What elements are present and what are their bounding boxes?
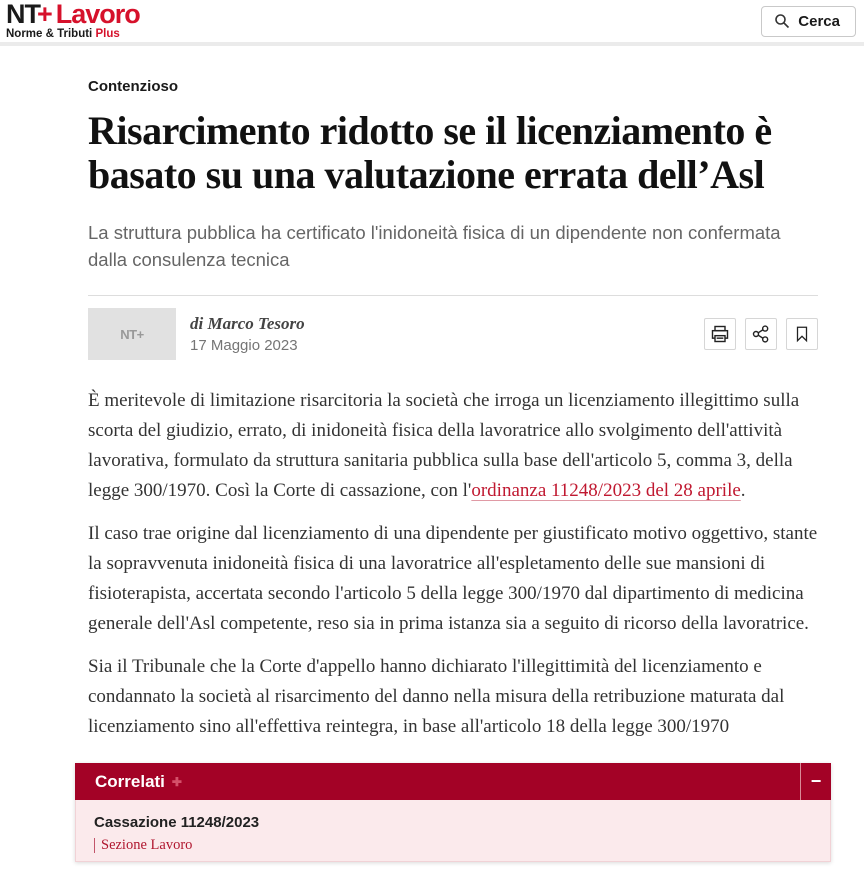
category-label[interactable]: Contenzioso (88, 78, 178, 95)
author-thumbnail (88, 308, 176, 360)
print-icon (710, 324, 730, 344)
correlati-section-link[interactable]: Sezione Lavoro (101, 837, 193, 853)
byline-text (190, 314, 704, 354)
logo-tagline-text: Norme & Tributi (6, 28, 93, 41)
search-icon (774, 13, 790, 29)
article-title: Risarcimento ridotto se il licenziamento è basato su una valutazione errata dell’Asl (88, 108, 772, 197)
site-header (0, 0, 864, 46)
plus-icon: ✚ (171, 774, 182, 789)
paragraph-1 (88, 386, 818, 506)
share-icon (751, 324, 771, 344)
share-button[interactable] (745, 318, 777, 350)
paragraph-3: Sia il Tribunale che la Corte d'appello hanno dichiarato l'illegittimità del licenziamento e condannato la società al risarcimento del danno nella misura della retribuzione maturata dal licenziamento sino all'effettiva reintegra, in base all'articolo 18 della legge 300/1970 (88, 656, 785, 737)
correlati-item-link[interactable]: Cassazione 11248/2023 (94, 814, 260, 831)
logo-nt: NT (6, 0, 40, 30)
search-button[interactable] (761, 6, 856, 37)
bookmark-button[interactable] (786, 318, 818, 350)
article-subtitle: La struttura pubblica ha certificato l'inidoneità fisica di un dipendente non confermata dalla consulenza tecnica (88, 222, 781, 270)
article-actions (704, 318, 818, 350)
paragraph-2: Il caso trae origine dal licenziamento di una dipendente per giustificato motivo oggettivo, stante la sopravvenuta inidoneità fisica di una lavoratrice all'espletamento delle sue mansioni di fisioterapista, accertata secondo l'articolo 5 della legge 300/1970 dal dipartimento di medicina generale dell'Asl competente, reso sia in prima istanza sia a seguito di ricorso della lavoratrice. (88, 523, 818, 634)
print-button[interactable] (704, 318, 736, 350)
publish-date: 17 Maggio 2023 (190, 337, 298, 354)
bookmark-icon (793, 325, 811, 343)
byline-divider (88, 295, 818, 296)
correlati-title: Correlati (95, 771, 165, 791)
logo-wordmark (6, 1, 140, 28)
correlati-minimize-button[interactable]: − (800, 763, 831, 800)
article-page (0, 46, 864, 742)
logo-tagline-plus: Plus (95, 28, 120, 41)
logo-tagline (6, 29, 140, 41)
section-divider-bar (94, 838, 95, 853)
nt-plus-watermark-icon: NT+ (120, 326, 144, 342)
site-logo[interactable] (6, 1, 140, 41)
logo-plus-icon: + (37, 0, 52, 30)
article-body (88, 386, 818, 742)
paragraph-1-tail: . (740, 480, 746, 501)
paragraph-1-text: È meritevole di limitazione risarcitoria la società che irroga un licenziamento illegittimo sulla scorta del giudizio, errato, di inidoneità fisica della lavoratrice allo svolgimento dell'attività lavorativa, formulato da struttura sanitaria pubblica sulla base dell'articolo 5, comma 3, della legge 300/1970. Così la Corte di cassazione, con l' (88, 390, 800, 501)
author-name: di Marco Tesoro (190, 314, 305, 333)
correlati-header (75, 763, 831, 800)
correlati-panel (75, 763, 831, 862)
correlati-item-section (94, 837, 810, 854)
byline-row (88, 308, 818, 360)
correlati-body (75, 800, 831, 862)
logo-section: Lavoro (55, 0, 140, 30)
ordinanza-link[interactable]: ordinanza 11248/2023 del 28 aprile (471, 480, 741, 501)
search-button-label: Cerca (798, 12, 840, 30)
